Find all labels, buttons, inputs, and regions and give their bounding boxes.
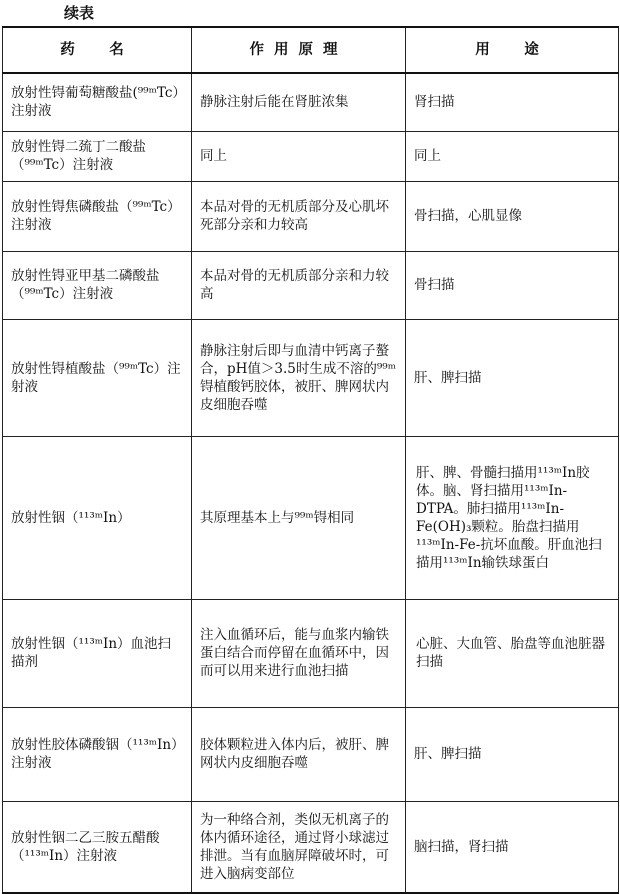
header-use: 用 途 xyxy=(406,27,619,73)
table-row xyxy=(3,73,619,131)
principle-cell: 同上 xyxy=(192,131,406,181)
use-cell: 肝、脾扫描 xyxy=(406,707,619,801)
continued-label: 续表 xyxy=(64,4,95,22)
principle-cell: 本品对骨的无机质部分亲和力较高 xyxy=(192,251,406,319)
header-row xyxy=(3,27,619,73)
header-principle: 作用原理 xyxy=(192,27,406,73)
drug-name-cell: 放射性锝葡萄糖酸盐(⁹⁹ᵐTc）注射液 xyxy=(3,73,192,131)
use-cell: 肝、脾扫描 xyxy=(406,319,619,436)
principle-cell: 本品对骨的无机质部分及心肌坏死部分亲和力较高 xyxy=(192,181,406,251)
use-cell: 脑扫描，肾扫描 xyxy=(406,801,619,893)
table-row xyxy=(3,599,619,707)
table-row xyxy=(3,131,619,181)
table-row xyxy=(3,181,619,251)
table-row xyxy=(3,707,619,801)
use-cell: 心脏、大血管、胎盘等血池脏器扫描 xyxy=(406,599,619,707)
drug-name-cell: 放射性铟（¹¹³ᵐIn） xyxy=(3,436,192,599)
drug-name-cell: 放射性锝亚甲基二磷酸盐（⁹⁹ᵐTc）注射液 xyxy=(3,251,192,319)
use-cell: 肝、脾、骨髓扫描用¹¹³ᵐIn胶体。脑、肾扫描用¹¹³ᵐIn-DTPA。肺扫描用¹¹³ᵐIn-Fe(OH)₃颗粒。胎盘扫描用¹¹³ᵐIn-Fe-抗坏血酸。肝血池扫描用¹¹³ᵐIn输铁球蛋白 xyxy=(406,436,619,599)
table-row xyxy=(3,251,619,319)
drug-name-cell: 放射性锝植酸盐（⁹⁹ᵐTc）注射液 xyxy=(3,319,192,436)
header-drug-name: 药 名 xyxy=(3,27,192,73)
drug-name-cell: 放射性胶体磷酸铟（¹¹³ᵐIn）注射液 xyxy=(3,707,192,801)
principle-cell: 静脉注射后能在肾脏浓集 xyxy=(192,73,406,131)
use-cell: 骨扫描 xyxy=(406,251,619,319)
drug-table xyxy=(2,26,619,894)
principle-cell: 其原理基本上与⁹⁹ᵐ锝相同 xyxy=(192,436,406,599)
use-cell: 肾扫描 xyxy=(406,73,619,131)
principle-cell: 静脉注射后即与血清中钙离子螯合，pH值＞3.5时生成不溶的⁹⁹ᵐ锝植酸钙胶体，被肝、脾网状内皮细胞吞噬 xyxy=(192,319,406,436)
principle-cell: 注入血循环后，能与血浆内输铁蛋白结合而停留在血循环中，因而可以用来进行血池扫描 xyxy=(192,599,406,707)
principle-cell: 胶体颗粒进入体内后，被肝、脾网状内皮细胞吞噬 xyxy=(192,707,406,801)
table-row xyxy=(3,319,619,436)
drug-name-cell: 放射性锝焦磷酸盐（⁹⁹ᵐTc）注射液 xyxy=(3,181,192,251)
use-cell: 骨扫描，心肌显像 xyxy=(406,181,619,251)
drug-name-cell: 放射性铟二乙三胺五醋酸（¹¹³ᵐIn）注射液 xyxy=(3,801,192,893)
table-row xyxy=(3,801,619,893)
drug-name-cell: 放射性锝二巯丁二酸盐（⁹⁹ᵐTc）注射液 xyxy=(3,131,192,181)
drug-name-cell: 放射性铟（¹¹³ᵐIn）血池扫描剂 xyxy=(3,599,192,707)
principle-cell: 为一种络合剂，类似无机离子的体内循环途径，通过肾小球滤过排泄。当有血脑屏障破坏时，可进入脑病变部位 xyxy=(192,801,406,893)
table-row xyxy=(3,436,619,599)
use-cell: 同上 xyxy=(406,131,619,181)
